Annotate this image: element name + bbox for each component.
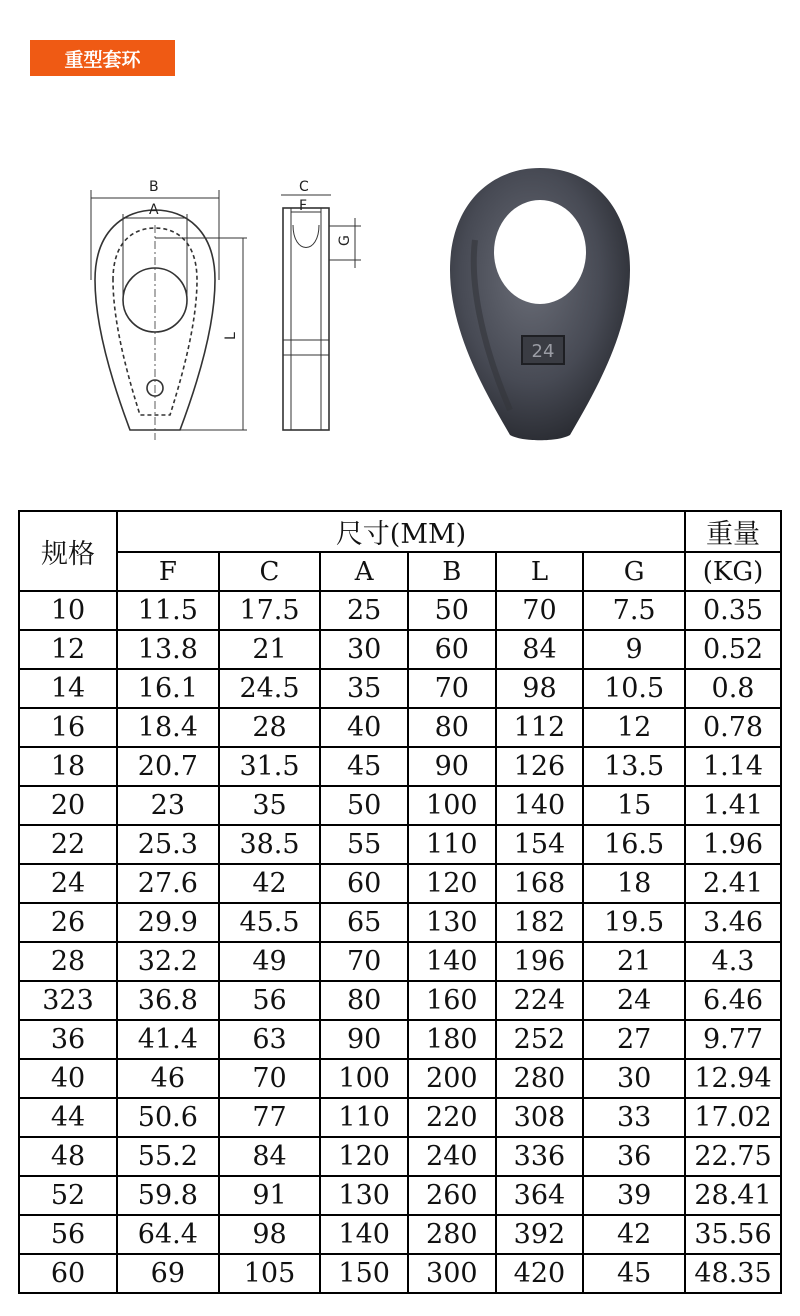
row-spec-cell: 52: [19, 1176, 117, 1215]
table-cell: 260: [408, 1176, 496, 1215]
table-row: [19, 708, 781, 747]
column-header: B: [408, 552, 496, 591]
table-cell: 392: [496, 1215, 584, 1254]
column-header: G: [583, 552, 685, 591]
table-cell: 60: [408, 630, 496, 669]
table-cell: 252: [496, 1020, 584, 1059]
table-cell: 16.5: [583, 825, 685, 864]
table-cell: 110: [408, 825, 496, 864]
header-dimensions: 尺寸(MM): [117, 511, 685, 552]
table-row: [19, 1059, 781, 1098]
table-cell: 56: [219, 981, 321, 1020]
label-f: F: [299, 198, 308, 214]
table-cell: 9.77: [685, 1020, 781, 1059]
stamp-number: 24: [531, 341, 555, 362]
row-spec-cell: 56: [19, 1215, 117, 1254]
table-cell: 224: [496, 981, 584, 1020]
table-cell: 55: [320, 825, 408, 864]
table-row: [19, 1254, 781, 1293]
table-cell: 100: [408, 786, 496, 825]
table-cell: 22.75: [685, 1137, 781, 1176]
row-spec-cell: 24: [19, 864, 117, 903]
row-spec-cell: 44: [19, 1098, 117, 1137]
label-a: A: [149, 202, 159, 218]
thimble-eye: [494, 200, 586, 304]
table-cell: 16.1: [117, 669, 219, 708]
table-cell: 33: [583, 1098, 685, 1137]
table-cell: 25: [320, 591, 408, 630]
table-cell: 29.9: [117, 903, 219, 942]
table-row: [19, 1215, 781, 1254]
table-cell: 120: [408, 864, 496, 903]
table-cell: 196: [496, 942, 584, 981]
table-row: [19, 630, 781, 669]
table-cell: 300: [408, 1254, 496, 1293]
table-cell: 98: [496, 669, 584, 708]
table-row: [19, 942, 781, 981]
row-spec-cell: 12: [19, 630, 117, 669]
table-row: [19, 591, 781, 630]
table-cell: 90: [408, 747, 496, 786]
table-row: [19, 1020, 781, 1059]
table-cell: 12: [583, 708, 685, 747]
table-cell: 24: [583, 981, 685, 1020]
table-cell: 45: [320, 747, 408, 786]
table-cell: 1.14: [685, 747, 781, 786]
table-row: [19, 1176, 781, 1215]
table-cell: 240: [408, 1137, 496, 1176]
table-cell: 0.35: [685, 591, 781, 630]
side-view: [283, 208, 329, 430]
table-cell: 70: [496, 591, 584, 630]
table-cell: 420: [496, 1254, 584, 1293]
row-spec-cell: 16: [19, 708, 117, 747]
table-row: [19, 1098, 781, 1137]
table-cell: 48.35: [685, 1254, 781, 1293]
table-row: [19, 1137, 781, 1176]
label-b: B: [149, 179, 159, 195]
table-cell: 98: [219, 1215, 321, 1254]
table-cell: 32.2: [117, 942, 219, 981]
table-cell: 126: [496, 747, 584, 786]
row-spec-cell: 323: [19, 981, 117, 1020]
table-cell: 45: [583, 1254, 685, 1293]
table-cell: 28.41: [685, 1176, 781, 1215]
table-cell: 0.52: [685, 630, 781, 669]
row-spec-cell: 14: [19, 669, 117, 708]
table-cell: 21: [583, 942, 685, 981]
table-cell: 42: [583, 1215, 685, 1254]
header-spec: 规格: [19, 511, 117, 591]
table-cell: 84: [219, 1137, 321, 1176]
table-row: [19, 864, 781, 903]
table-cell: 63: [219, 1020, 321, 1059]
table-cell: 168: [496, 864, 584, 903]
table-cell: 180: [408, 1020, 496, 1059]
table-cell: 0.8: [685, 669, 781, 708]
table-cell: 80: [320, 981, 408, 1020]
table-cell: 77: [219, 1098, 321, 1137]
table-cell: 23: [117, 786, 219, 825]
table-cell: 35.56: [685, 1215, 781, 1254]
thimble-photo: [440, 160, 640, 450]
table-cell: 280: [408, 1215, 496, 1254]
table-row: [19, 825, 781, 864]
table-cell: 0.78: [685, 708, 781, 747]
row-spec-cell: 20: [19, 786, 117, 825]
table-cell: 11.5: [117, 591, 219, 630]
row-spec-cell: 26: [19, 903, 117, 942]
table-row: [19, 669, 781, 708]
table-cell: 84: [496, 630, 584, 669]
table-cell: 336: [496, 1137, 584, 1176]
table-cell: 105: [219, 1254, 321, 1293]
column-header: F: [117, 552, 219, 591]
table-cell: 31.5: [219, 747, 321, 786]
table-cell: 2.41: [685, 864, 781, 903]
table-cell: 154: [496, 825, 584, 864]
row-spec-cell: 22: [19, 825, 117, 864]
table-cell: 100: [320, 1059, 408, 1098]
table-cell: 17.5: [219, 591, 321, 630]
table-cell: 24.5: [219, 669, 321, 708]
table-row: [19, 903, 781, 942]
table-cell: 308: [496, 1098, 584, 1137]
table-cell: 38.5: [219, 825, 321, 864]
row-spec-cell: 48: [19, 1137, 117, 1176]
row-spec-cell: 10: [19, 591, 117, 630]
table-cell: 50: [408, 591, 496, 630]
row-spec-cell: 40: [19, 1059, 117, 1098]
table-cell: 41.4: [117, 1020, 219, 1059]
table-cell: 120: [320, 1137, 408, 1176]
table-cell: 140: [408, 942, 496, 981]
table-cell: 364: [496, 1176, 584, 1215]
table-cell: 49: [219, 942, 321, 981]
table-cell: 60: [320, 864, 408, 903]
table-cell: 140: [496, 786, 584, 825]
label-g: G: [337, 235, 353, 246]
table-cell: 91: [219, 1176, 321, 1215]
table-cell: 45.5: [219, 903, 321, 942]
table-cell: 18: [583, 864, 685, 903]
table-cell: 150: [320, 1254, 408, 1293]
table-cell: 10.5: [583, 669, 685, 708]
table-cell: 59.8: [117, 1176, 219, 1215]
table-cell: 30: [320, 630, 408, 669]
table-cell: 280: [496, 1059, 584, 1098]
table-cell: 4.3: [685, 942, 781, 981]
table-cell: 70: [408, 669, 496, 708]
table-cell: 130: [408, 903, 496, 942]
table-cell: 27: [583, 1020, 685, 1059]
table-cell: 42: [219, 864, 321, 903]
table-cell: 110: [320, 1098, 408, 1137]
row-spec-cell: 60: [19, 1254, 117, 1293]
header-weight-unit: (KG): [685, 552, 781, 591]
table-cell: 17.02: [685, 1098, 781, 1137]
table-cell: 28: [219, 708, 321, 747]
table-cell: 50: [320, 786, 408, 825]
page-title: 重型套环: [30, 40, 175, 76]
table-cell: 3.46: [685, 903, 781, 942]
table-cell: 25.3: [117, 825, 219, 864]
table-cell: 20.7: [117, 747, 219, 786]
table-cell: 13.5: [583, 747, 685, 786]
table-cell: 27.6: [117, 864, 219, 903]
label-c: C: [299, 179, 309, 195]
table-cell: 36: [583, 1137, 685, 1176]
label-l: L: [223, 332, 239, 340]
table-cell: 112: [496, 708, 584, 747]
row-spec-cell: 28: [19, 942, 117, 981]
table-cell: 182: [496, 903, 584, 942]
column-header: A: [320, 552, 408, 591]
table-cell: 160: [408, 981, 496, 1020]
table-cell: 39: [583, 1176, 685, 1215]
row-spec-cell: 36: [19, 1020, 117, 1059]
table-cell: 220: [408, 1098, 496, 1137]
table-cell: 35: [320, 669, 408, 708]
table-cell: 200: [408, 1059, 496, 1098]
table-cell: 50.6: [117, 1098, 219, 1137]
table-cell: 40: [320, 708, 408, 747]
table-cell: 90: [320, 1020, 408, 1059]
row-spec-cell: 18: [19, 747, 117, 786]
table-cell: 64.4: [117, 1215, 219, 1254]
table-cell: 80: [408, 708, 496, 747]
table-cell: 55.2: [117, 1137, 219, 1176]
thimble-technical-drawing: [75, 160, 375, 460]
table-cell: 46: [117, 1059, 219, 1098]
table-cell: 15: [583, 786, 685, 825]
table-cell: 70: [320, 942, 408, 981]
header-weight: 重量: [685, 511, 781, 552]
table-cell: 13.8: [117, 630, 219, 669]
specification-table: [18, 510, 782, 1294]
table-cell: 69: [117, 1254, 219, 1293]
table-row: [19, 786, 781, 825]
table-cell: 140: [320, 1215, 408, 1254]
table-cell: 1.41: [685, 786, 781, 825]
table-cell: 18.4: [117, 708, 219, 747]
table-cell: 30: [583, 1059, 685, 1098]
table-row: [19, 981, 781, 1020]
column-header: L: [496, 552, 584, 591]
table-cell: 130: [320, 1176, 408, 1215]
table-cell: 65: [320, 903, 408, 942]
table-cell: 70: [219, 1059, 321, 1098]
table-row: [19, 747, 781, 786]
table-cell: 35: [219, 786, 321, 825]
table-cell: 12.94: [685, 1059, 781, 1098]
table-cell: 36.8: [117, 981, 219, 1020]
column-header: C: [219, 552, 321, 591]
table-cell: 9: [583, 630, 685, 669]
table-cell: 6.46: [685, 981, 781, 1020]
table-cell: 1.96: [685, 825, 781, 864]
table-cell: 19.5: [583, 903, 685, 942]
table-cell: 7.5: [583, 591, 685, 630]
table-cell: 21: [219, 630, 321, 669]
